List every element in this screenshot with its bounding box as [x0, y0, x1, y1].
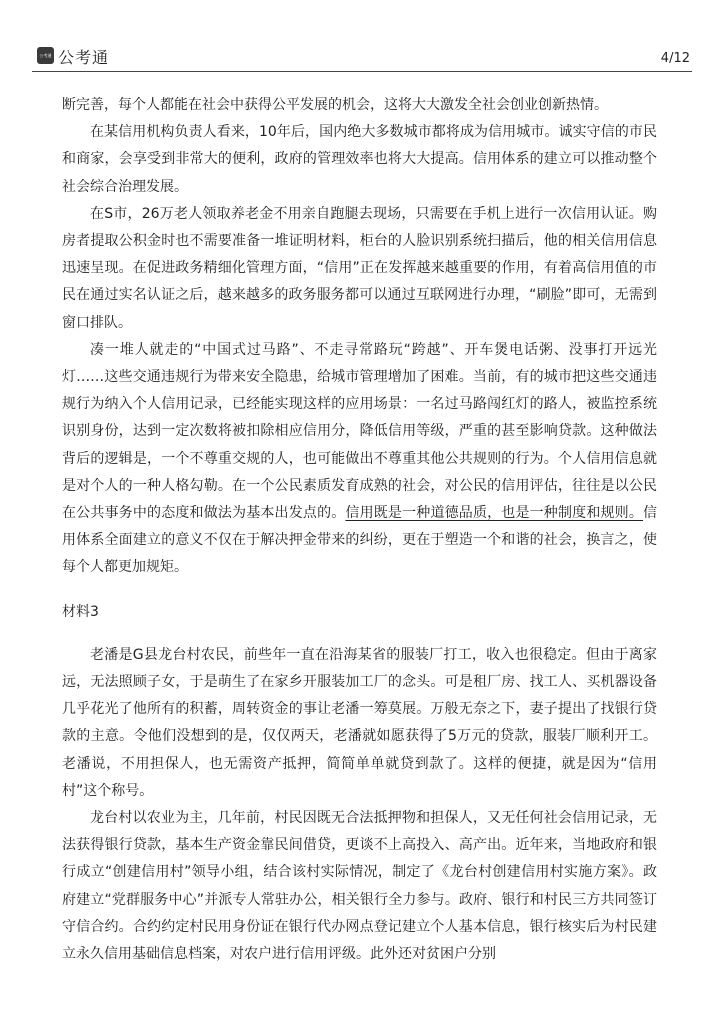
page-number: 4/12: [660, 51, 690, 66]
section-title-material-3: 材料3: [62, 603, 99, 620]
paragraph-3: 在S市，26万老人领取养老金不用亲自跑腿去现场，只需要在手机上进行一次信用认证。购房者提取公积金时也不需要准备一堆证明材料，柜台的人脸识别系统扫描后，他的相关信用信息迅速呈现。在促进政务精细化管理方面，“信用”正在发挥越来越重要的作用，有着高信用值的市民在通过实名认证之后，越来越多的政务服务都可以通过互联网进行办理，“刷脸”即可，无需到窗口排队。: [62, 205, 657, 331]
logo-mark-text: 公考通: [39, 53, 52, 58]
paragraph-1: 断完善，每个人都能在社会中获得公平发展的机会，这将大大激发全社会创业创新热情。: [62, 97, 608, 113]
paragraph-2: 在某信用机构负责人看来，10年后，国内绝大多数城市都将成为信用城市。诚实守信的市民和商家，会享受到非常大的便利，政府的管理效率也将大大提高。信用体系的建立可以推动整个社会综合治理发展。: [62, 124, 657, 195]
gongkaotong-logo-icon: [37, 47, 54, 64]
paragraph-4-text-b: 信用体系全面建立的意义不仅在于解决押金带来的纠纷，更在于塑造一个和谐的社会，换言之，使每个人都更加规矩。: [62, 505, 658, 576]
document-body: [62, 92, 657, 968]
paragraph-5: 老潘是G县龙台村农民，前些年一直在沿海某省的服装厂打工，收入也很稳定。但由于离家远，无法照顾子女，于是萌生了在家乡开服装加工厂的念头。可是租厂房、找工人、买机器设备几乎花光了他所有的积蓄，周转资金的事让老潘一筹莫展。万般无奈之下，妻子提出了找银行贷款的主意。令他们没想到的是，仅仅两天，老潘就如愿获得了5万元的贷款，服装厂顺利开工。老潘说，不用担保人，也无需资产抵押，简简单单就贷到款了。这样的便捷，就是因为“信用村”这个称号。: [62, 646, 657, 799]
brand-name: 公考通: [58, 48, 110, 67]
paragraph-4: [62, 337, 657, 582]
underlined-sentence: 信用既是一种道德品质，也是一种制度和规则。: [345, 505, 644, 522]
paragraph-4-text-a: 凑一堆人就走的“中国式过马路”、不走寻常路玩“跨越”、开车煲电话粥、没事打开远光灯……这些交通违规行为带来安全隐患，给城市管理增加了困难。当前，有的城市把这些交通违规行为纳入个人信用记录，已经能实现这样的应用场景：一名过马路闯红灯的路人，被监控系统识别身份，达到一定次数将被扣除相应信用分，降低信用等级，严重的甚至影响贷款。这种做法背后的逻辑是，一个不尊重交规的人，也可能做出不尊重其他公共规则的行为。个人信用信息就是对个人的一种人格勾勒。在一个公民素质发育成熟的社会，对公民的信用评估，往往是以公民在公共事务中的态度和做法为基本出发点的。: [62, 341, 657, 522]
header-divider: [32, 71, 692, 72]
paragraph-6: 龙台村以农业为主，几年前，村民因既无合法抵押物和担保人，又无任何社会信用记录，无法获得银行贷款，基本生产资金靠民间借贷，更谈不上高投入、高产出。近年来，当地政府和银行成立“创建信用村”领导小组，结合该村实际情况，制定了《龙台村创建信用村实施方案》。政府建立“党群服务中心”并派专人常驻办公，相关银行全力参与。政府、银行和村民三方共同签订守信合约。合约约定村民用身份证在银行代办网点登记建立个人基本信息，银行核实后为村民建立永久信用基础信息档案，对农户进行信用评级。此外还对贫困户分别: [62, 810, 657, 963]
section-spacer: [62, 626, 657, 642]
page-header: [0, 0, 724, 78]
